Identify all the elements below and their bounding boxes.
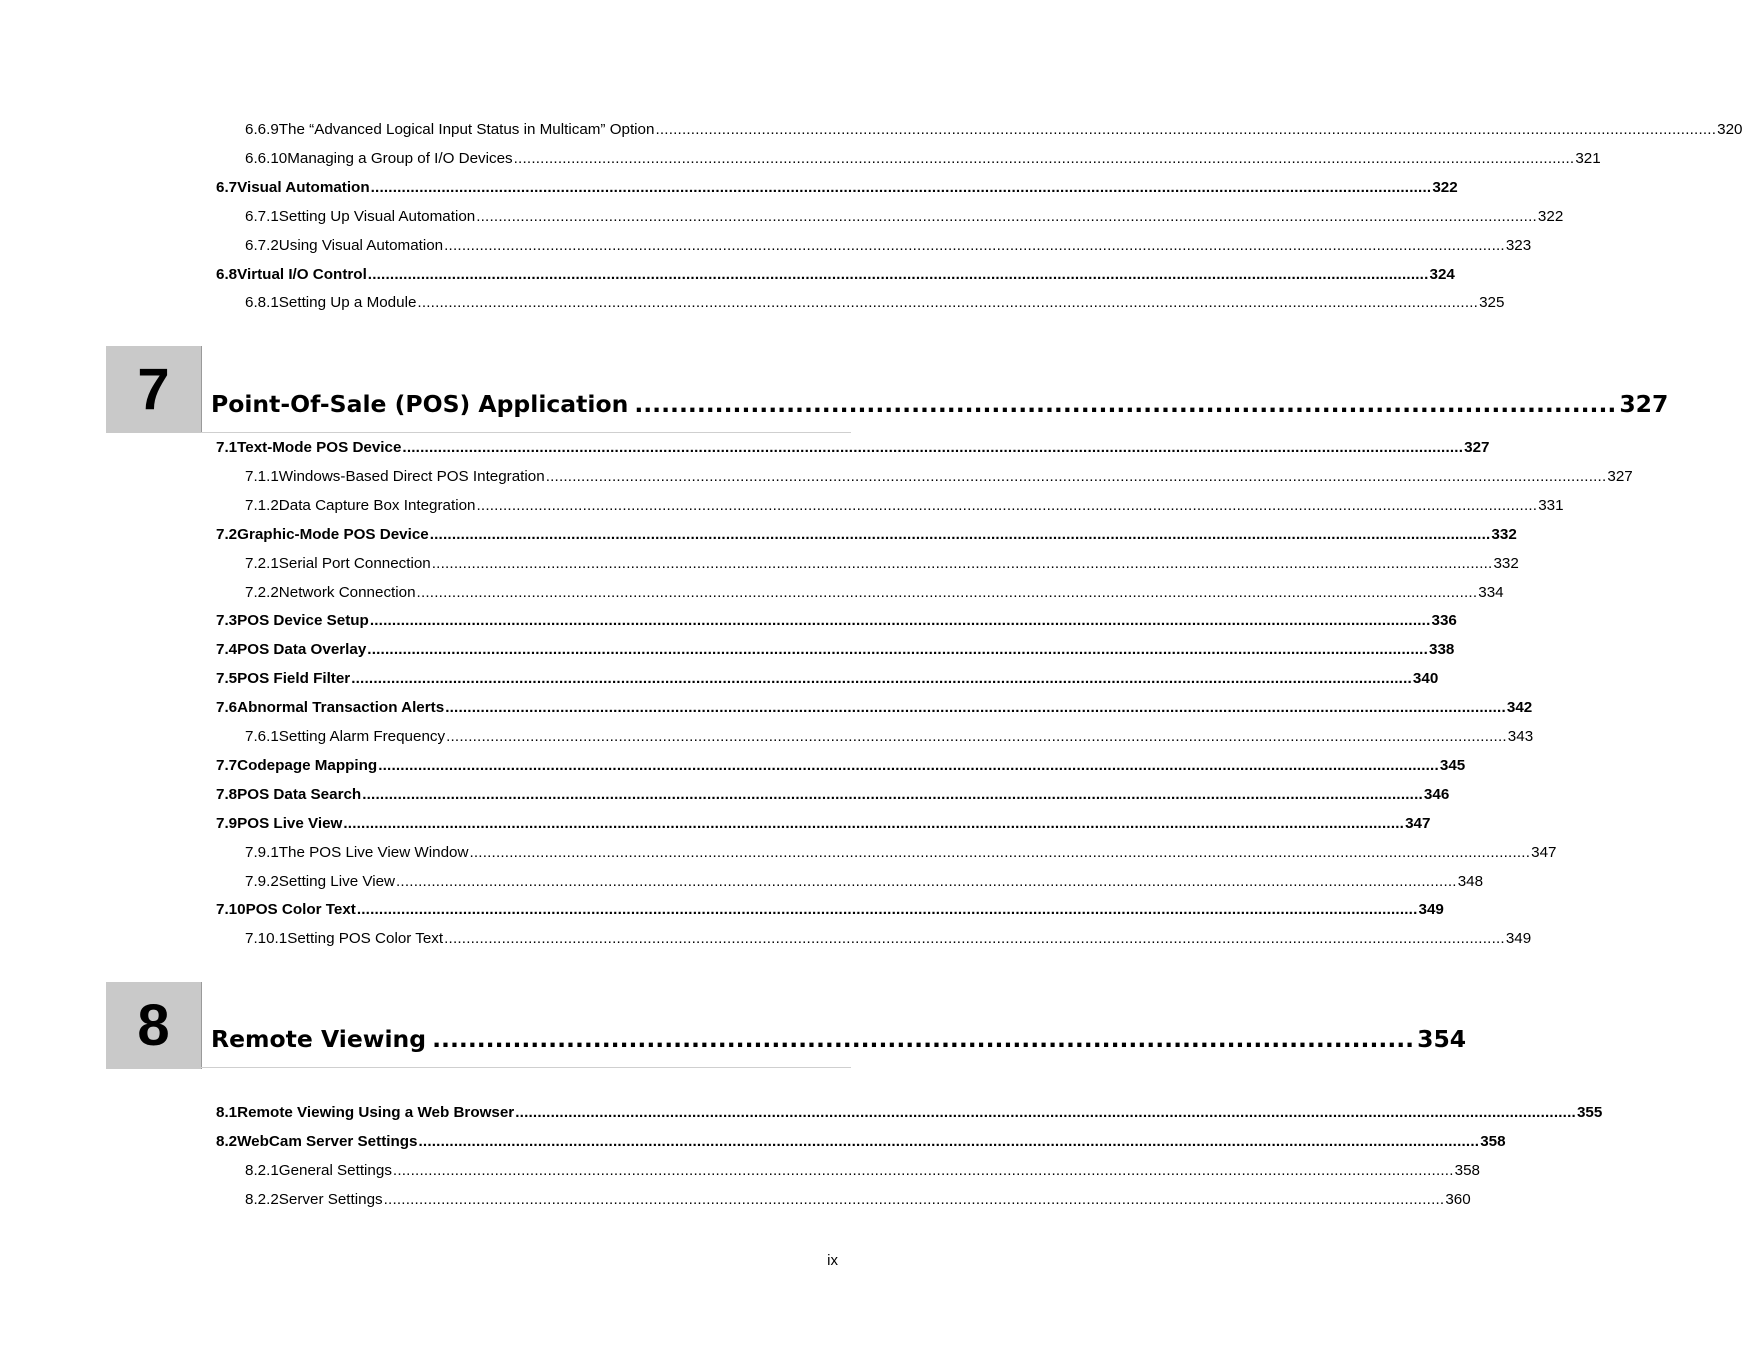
toc-leader-dots: ................................................................................................................................................................................................................................................: [351, 670, 1412, 688]
toc-subsection-entry[interactable]: [245, 553, 1519, 575]
toc-section-entry[interactable]: [216, 437, 1490, 459]
toc-leader-dots: ................................................................................................................................................................................................................................................: [429, 525, 1491, 543]
toc-entry-number: 7.5: [216, 670, 238, 688]
toc-section-entry[interactable]: [216, 1131, 1506, 1153]
toc-entry-page: 332: [1493, 554, 1519, 572]
toc-entry-number: 7.6.1: [245, 728, 279, 745]
chapter-7-divider: [201, 432, 851, 433]
toc-entry-number: 6.7.1: [245, 207, 279, 225]
toc-entry-number: 7.6: [216, 699, 238, 717]
toc-entry-page: 346: [1423, 785, 1450, 803]
toc-leader-dots: ................................................................................................................................................................................................................................................: [545, 467, 1607, 485]
toc-entry-page: 325: [1479, 294, 1505, 312]
toc-entry-number: 7.10.1: [245, 930, 288, 948]
toc-entry-page: 336: [1431, 612, 1457, 630]
toc-entry-number: 6.7: [216, 178, 238, 196]
toc-entry-title: POS Data Overlay: [237, 641, 367, 659]
toc-entry-title: Setting POS Color Text: [287, 930, 444, 948]
toc-entry-page: 320: [1717, 121, 1743, 138]
chapter-8-number-box: [106, 982, 202, 1069]
toc-entry-title: Setting Up a Module: [278, 294, 417, 312]
toc-entry-number: 7.10: [216, 901, 246, 919]
toc-entry-title: Server Settings: [278, 1190, 383, 1208]
toc-entry-number: 7.7: [216, 756, 238, 774]
toc-entry-number: 7.9.1: [245, 843, 279, 861]
toc-entry-number: 6.6.10: [245, 149, 288, 167]
toc-entry-page: 323: [1505, 236, 1532, 254]
toc-entry-title: POS Color Text: [245, 901, 356, 919]
toc-subsection-entry[interactable]: [245, 466, 1633, 488]
toc-leader-dots: ................................................................................................................................................................................................................................................: [343, 814, 1405, 832]
toc-entry-title: Remote Viewing Using a Web Browser: [237, 1104, 515, 1121]
toc-entry-title: General Settings: [278, 1161, 392, 1179]
toc-entry-page: 343: [1507, 728, 1534, 745]
toc-leader-dots: ................................................................................................................................................................................................................................................: [446, 728, 1507, 745]
toc-leader-dots: ................................................................................................................................................................................................................................................: [378, 756, 1439, 774]
toc-entry-page: 322: [1537, 207, 1564, 225]
toc-entry-page: 360: [1445, 1190, 1471, 1208]
toc-leader-dots: ................................................................................................................................................................................................................................................: [469, 843, 1531, 861]
toc-leader-dots: ................................................................................................................................................................................................................................................: [383, 1190, 1445, 1208]
toc-entry-page: 321: [1575, 149, 1601, 167]
toc-entry-page: 349: [1418, 901, 1444, 919]
chapter-8-number: 8: [137, 992, 170, 1058]
toc-leader-dots: ................................................................................................................................................................................................................................................: [369, 612, 1431, 630]
toc-section-entry[interactable]: [216, 697, 1533, 719]
toc-entry-title: POS Live View: [237, 814, 343, 832]
toc-entry-title: The POS Live View Window: [278, 843, 469, 861]
toc-entry-number: 7.3: [216, 612, 238, 630]
page-number: ix: [827, 1252, 838, 1269]
toc-entry-number: 6.8.1: [245, 294, 279, 312]
toc-section-entry[interactable]: [216, 755, 1466, 777]
toc-entry-page: 338: [1429, 641, 1455, 659]
toc-entry-number: 7.2: [216, 525, 238, 543]
toc-entry-number: 8.2.1: [245, 1161, 279, 1179]
toc-entry-number: 7.1: [216, 439, 238, 456]
toc-entry-title: Graphic-Mode POS Device: [237, 525, 429, 543]
toc-entry-number: 8.2.2: [245, 1190, 279, 1208]
toc-leader-dots: ................................................................................................................................................................................................................................................: [445, 699, 1506, 717]
toc-section-entry[interactable]: [216, 264, 1455, 286]
toc-entry-title: Serial Port Connection: [278, 554, 431, 572]
toc-entry-number: 7.1.1: [245, 467, 279, 485]
toc-section-entry[interactable]: [216, 639, 1455, 661]
toc-subsection-entry[interactable]: [245, 842, 1557, 864]
toc-subsection-entry[interactable]: [245, 726, 1534, 748]
toc-entry-title: WebCam Server Settings: [237, 1132, 418, 1150]
toc-entry-page: 345: [1439, 756, 1466, 774]
toc-entry-number: 7.8: [216, 785, 238, 803]
toc-entry-number: 7.2.1: [245, 554, 279, 572]
toc-entry-page: 358: [1454, 1161, 1480, 1179]
toc-leader-dots: ................................................................................................................................................................................................................................................: [367, 641, 1428, 659]
toc-leader-dots: ................................................................................................................................................................................................................................................: [370, 178, 1432, 196]
toc-subsection-entry[interactable]: [245, 148, 1601, 170]
toc-section-entry[interactable]: [216, 784, 1450, 806]
toc-leader-dots: ................................................................................................................................................................................................................................................: [476, 496, 1538, 514]
toc-leader-dots: ................................................................................................................................................................................................................................................: [655, 121, 1717, 138]
chapter-7-title: Point-Of-Sale (POS) Application: [211, 390, 629, 418]
toc-entry-title: The “Advanced Logical Input Status in Multicam” Option: [278, 121, 655, 138]
toc-entry-title: Abnormal Transaction Alerts: [237, 699, 445, 717]
toc-leader-dots: ................................................................................................................................................................................................................................................: [513, 149, 1575, 167]
toc-entry-page: 324: [1429, 265, 1455, 283]
toc-entry-title: Windows-Based Direct POS Integration: [278, 467, 545, 485]
toc-entry-title: Using Visual Automation: [278, 236, 444, 254]
toc-leader-dots: ................................................................................................................................................................................................................................................: [367, 265, 1429, 283]
toc-entry-title: Virtual I/O Control: [237, 265, 367, 283]
toc-entry-page: 334: [1478, 583, 1504, 601]
toc-section-entry[interactable]: [216, 524, 1517, 546]
toc-subsection-entry[interactable]: [245, 292, 1505, 314]
toc-leader-dots: ................................................................................................................................................................................................................................................: [476, 207, 1537, 225]
toc-entry-number: 7.1.2: [245, 496, 279, 514]
toc-entry-title: Setting Live View: [278, 872, 396, 890]
toc-entry-page: 340: [1412, 670, 1439, 688]
toc-entry-title: Data Capture Box Integration: [278, 496, 476, 514]
toc-subsection-entry[interactable]: [245, 871, 1484, 893]
toc-leader-dots: ................................................................................................................................................................................................................................................: [356, 901, 1418, 919]
toc-section-entry[interactable]: [216, 1102, 1603, 1124]
toc-entry-number: 7.4: [216, 641, 238, 659]
chapter-8-heading[interactable]: [211, 1021, 1467, 1057]
toc-leader-dots: ................................................................................................................................................................................................................................................: [402, 439, 1464, 456]
toc-entry-title: Visual Automation: [237, 178, 370, 196]
toc-subsection-entry[interactable]: [245, 928, 1532, 950]
toc-leader-dots: ................................................................................................................................................................................................................................................: [431, 554, 1493, 572]
toc-section-entry[interactable]: [216, 899, 1444, 921]
toc-entry-number: 6.6.9: [245, 121, 279, 138]
toc-entry-title: POS Device Setup: [237, 612, 369, 630]
toc-entry-number: 8.2: [216, 1132, 238, 1150]
toc-section-entry[interactable]: [216, 813, 1431, 835]
toc-subsection-entry[interactable]: [245, 1160, 1480, 1182]
toc-entry-page: 348: [1457, 872, 1484, 890]
toc-subsection-entry[interactable]: [245, 206, 1564, 228]
toc-entry-number: 8.1: [216, 1104, 238, 1121]
toc-entry-title: POS Field Filter: [237, 670, 351, 688]
toc-entry-number: 6.7.2: [245, 236, 279, 254]
toc-entry-page: 358: [1480, 1132, 1506, 1150]
toc-entry-page: 347: [1405, 814, 1431, 832]
toc-entry-title: Managing a Group of I/O Devices: [287, 149, 513, 167]
toc-entry-page: 322: [1432, 178, 1458, 196]
chapter-8-leader-dots: ..............................................................................................................: [432, 1025, 1415, 1053]
toc-entry-number: 7.9.2: [245, 872, 279, 890]
toc-entry-page: 327: [1464, 439, 1490, 456]
toc-entry-page: 342: [1506, 699, 1533, 717]
toc-subsection-entry[interactable]: [245, 495, 1564, 517]
toc-entry-page: 355: [1576, 1104, 1603, 1121]
chapter-8-title: Remote Viewing: [211, 1025, 427, 1053]
toc-entry-number: 7.2.2: [245, 583, 279, 601]
toc-subsection-entry[interactable]: [245, 582, 1504, 604]
toc-entry-title: Text-Mode POS Device: [237, 439, 402, 456]
chapter-8-page: 354: [1417, 1025, 1467, 1053]
toc-entry-title: Codepage Mapping: [237, 756, 378, 774]
toc-entry-title: Network Connection: [278, 583, 416, 601]
toc-leader-dots: ................................................................................................................................................................................................................................................: [392, 1161, 1454, 1179]
chapter-7-page: 327: [1619, 390, 1669, 418]
toc-leader-dots: ................................................................................................................................................................................................................................................: [417, 294, 1479, 312]
chapter-8-divider: [201, 1067, 851, 1068]
toc-leader-dots: ................................................................................................................................................................................................................................................: [444, 236, 1505, 254]
toc-entry-page: 331: [1538, 496, 1564, 514]
toc-leader-dots: ................................................................................................................................................................................................................................................: [362, 785, 1423, 803]
toc-section-entry[interactable]: [216, 668, 1439, 690]
toc-entry-page: 347: [1531, 843, 1557, 861]
chapter-7-leader-dots: ..............................................................................................................: [634, 390, 1617, 418]
toc-entry-page: 332: [1491, 525, 1517, 543]
toc-entry-title: Setting Up Visual Automation: [278, 207, 476, 225]
toc-leader-dots: ................................................................................................................................................................................................................................................: [418, 1132, 1480, 1150]
toc-leader-dots: ................................................................................................................................................................................................................................................: [396, 872, 1457, 890]
toc-subsection-entry[interactable]: [245, 1189, 1471, 1211]
toc-entry-number: 7.9: [216, 814, 238, 832]
toc-section-entry[interactable]: [216, 177, 1458, 199]
toc-leader-dots: ................................................................................................................................................................................................................................................: [515, 1104, 1576, 1121]
toc-subsection-entry[interactable]: [245, 119, 1743, 141]
toc-leader-dots: ................................................................................................................................................................................................................................................: [444, 930, 1505, 948]
toc-entry-title: POS Data Search: [237, 785, 362, 803]
toc-section-entry[interactable]: [216, 610, 1457, 632]
toc-entry-page: 349: [1505, 930, 1532, 948]
chapter-7-number: 7: [137, 356, 170, 422]
chapter-7-number-box: [106, 346, 202, 433]
toc-subsection-entry[interactable]: [245, 235, 1532, 257]
toc-entry-number: 6.8: [216, 265, 238, 283]
toc-entry-title: Setting Alarm Frequency: [278, 728, 446, 745]
toc-leader-dots: ................................................................................................................................................................................................................................................: [416, 583, 1478, 601]
toc-entry-page: 327: [1607, 467, 1633, 485]
chapter-7-heading[interactable]: [211, 386, 1669, 422]
